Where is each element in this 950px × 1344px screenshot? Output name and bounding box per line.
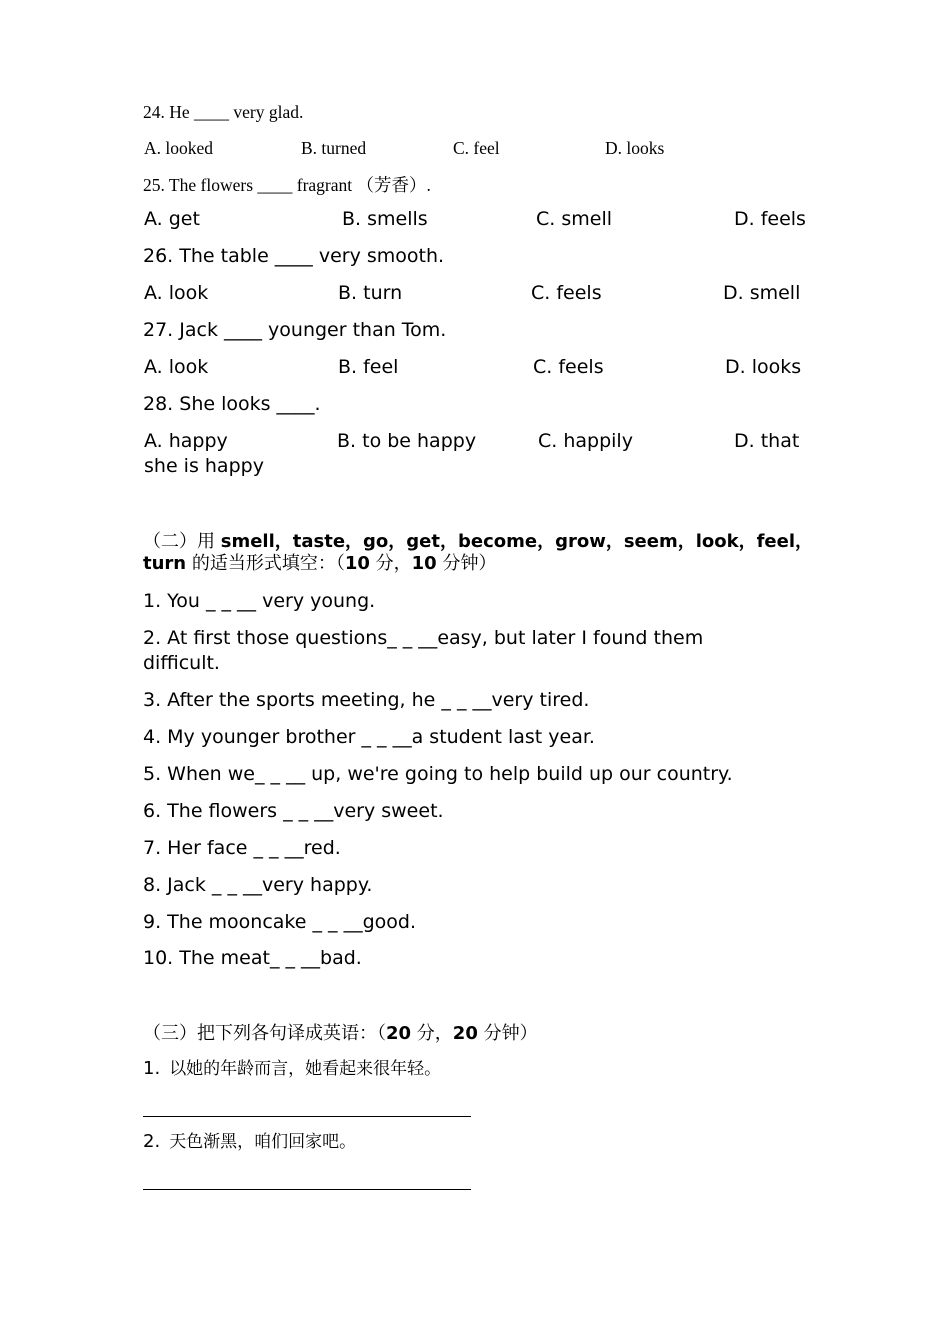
option-a[interactable]: A. look [144,356,209,378]
answer-line-2[interactable] [143,1189,471,1190]
option-d[interactable]: D. that [734,430,800,452]
fill-item-2: 2. At first those questions_ _ __easy, but later I found them [143,627,704,649]
question-28-stem: 28. She looks ____. [143,393,321,415]
blank-field[interactable]: _ _ __ [312,911,363,933]
blank-field[interactable]: _ _ __ [205,590,257,612]
fill-item-1: 1. You _ _ __ very young. [143,590,376,612]
fill-item-9: 9. The mooncake _ _ __good. [143,911,417,933]
option-c[interactable]: C. feels [531,282,602,304]
fill-item-6: 6. The flowers _ _ __very sweet. [143,800,444,822]
option-d[interactable]: D. looks [725,356,802,378]
option-c[interactable]: C. feels [533,356,604,378]
option-b[interactable]: B. feel [338,356,399,378]
question-25-stem: 25. The flowers ____ fragrant （芳香）. [143,175,431,195]
translate-item-2: 2. 天色渐黑，咱们回家吧。 [143,1131,357,1152]
fill-item-5: 5. When we_ _ __ up, we're going to help build up our country. [143,763,733,785]
question-24-stem: 24. He ____ very glad. [143,102,304,122]
option-a[interactable]: A. look [144,282,209,304]
section-2-heading-line-1: （二）用 smell，taste，go，get，become，grow，seem，look，feel， [143,531,814,552]
blank-field[interactable]: _ _ __ [253,837,304,859]
option-d[interactable]: D. feels [734,208,806,230]
blank-field[interactable]: _ _ __ [269,947,321,969]
section-3-heading: （三）把下列各句译成英语：（20 分，20 分钟） [143,1023,538,1044]
option-d[interactable]: D. smell [723,282,801,304]
fill-item-4: 4. My younger brother _ _ __a student last year. [143,726,595,748]
blank-field[interactable]: _ _ __ [361,726,412,748]
fill-item-3: 3. After the sports meeting, he _ _ __very tired. [143,689,590,711]
option-b[interactable]: B. smells [342,208,428,230]
blank-field[interactable]: _ _ __ [283,800,334,822]
fill-item-8: 8. Jack _ _ __very happy. [143,874,373,896]
option-c[interactable]: C. smell [536,208,612,230]
blank-field[interactable]: _ _ __ [387,627,438,649]
option-d-continuation: she is happy [144,455,264,477]
question-26-stem: 26. The table ____ very smooth. [143,245,445,267]
word-list: smell，taste，go，get，become，grow，seem，look，feel， [220,531,814,552]
option-c[interactable]: C. happily [538,430,633,452]
question-27-stem: 27. Jack ____ younger than Tom. [143,319,447,341]
section-2-heading-line-2: turn 的适当形式填空：（10 分，10 分钟） [143,553,497,574]
option-b[interactable]: B. turned [301,138,367,158]
option-a[interactable]: A. looked [144,138,214,158]
fill-item-10: 10. The meat_ _ __bad. [143,947,362,969]
blank-field[interactable]: _ _ __ [211,874,262,896]
fill-item-7: 7. Her face _ _ __red. [143,837,341,859]
option-a[interactable]: A. happy [144,430,228,452]
fill-item-2-continuation: difficult. [143,652,220,674]
blank-field[interactable]: _ _ __ [255,763,306,785]
option-b[interactable]: B. turn [338,282,403,304]
option-c[interactable]: C. feel [453,138,500,158]
option-d[interactable]: D. looks [605,138,665,158]
translate-item-1: 1. 以她的年龄而言，她看起来很年轻。 [143,1058,442,1079]
blank-field[interactable]: _ _ __ [441,689,492,711]
option-b[interactable]: B. to be happy [337,430,477,452]
option-a[interactable]: A. get [144,208,200,230]
answer-line-1[interactable] [143,1116,471,1117]
